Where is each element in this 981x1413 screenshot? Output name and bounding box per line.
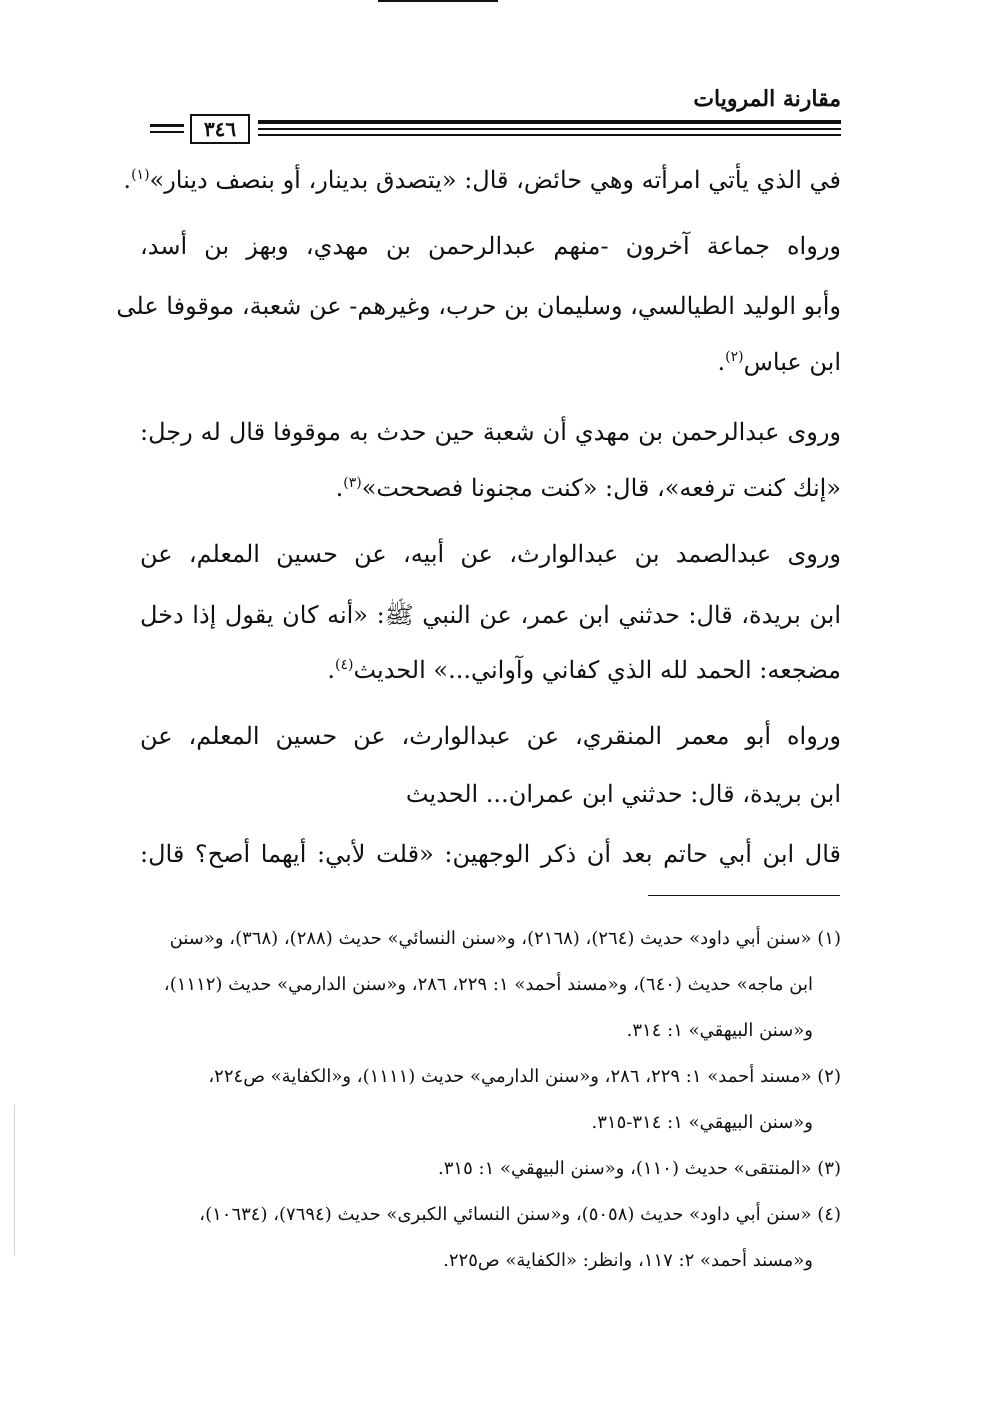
- body-line: في الذي يأتي امرأته وهي حائض، قال: «يتصدق بدينار، أو بنصف دينار»$^{(١)}$.: [123, 166, 841, 194]
- body-line: ورواه أبو معمر المنقري، عن عبدالوارث، عن حسين المعلم، عن: [140, 722, 841, 750]
- body-line: ابن عباس$^{(٢)}$.: [717, 348, 841, 376]
- footnotes: [116, 0, 841, 1300]
- footnote-line: و«مسند أحمد» ٢: ١١٧، وانظر: «الكفاية» ص٢٢٥.: [443, 1250, 813, 1271]
- body-line: «إنك كنت ترفعه»، قال: «كنت مجنونا فصححت»$^{(٣)}$.: [335, 474, 841, 502]
- page-number: ٣٤٦: [190, 114, 250, 144]
- footnote-line: (٤) «سنن أبي داود» حديث (٥٠٥٨)، و«سنن النسائي الكبرى» حديث (٧٦٩٤)، (١٠٦٣٤)،: [199, 1204, 841, 1225]
- body-line: قال ابن أبي حاتم بعد أن ذكر الوجهين: «قلت لأبي: أيهما أصح؟ قال:: [140, 840, 841, 868]
- body-line: ابن بريدة، قال: حدثني ابن عمر، عن النبي ﷺ: «أنه كان يقول إذا دخل: [140, 601, 841, 629]
- footnote-line: و«سنن البيهقي» ١: ٣١٤-٣١٥.: [591, 1112, 813, 1133]
- footnote-line: (٢) «مسند أحمد» ١: ٢٢٩، ٢٨٦، و«سنن الدارمي» حديث (١١١١)، و«الكفاية» ص٢٢٤،: [208, 1066, 841, 1087]
- footnote-line: (٣) «المنتقى» حديث (١١٠)، و«سنن البيهقي» ١: ٣١٥.: [438, 1158, 841, 1179]
- body-line: ورواه جماعة آخرون -منهم عبدالرحمن بن مهدي، وبهز بن أسد،: [140, 232, 841, 260]
- scan-margin-mark: [14, 1105, 15, 1255]
- body-line: ابن بريدة، قال: حدثني ابن عمران... الحديث: [405, 780, 841, 808]
- footnote-line: (١) «سنن أبي داود» حديث (٢٦٤)، (٢١٦٨)، و«سنن النسائي» حديث (٢٨٨)، (٣٦٨)، و«سنن: [169, 928, 841, 949]
- body-line: وأبو الوليد الطيالسي، وسليمان بن حرب، وغيرهم- عن شعبة، موقوفا على: [116, 292, 841, 320]
- footnote-line: و«سنن البيهقي» ١: ٣١٤.: [626, 1020, 813, 1041]
- body-line: مضجعه: الحمد لله الذي كفاني وآواني...» الحديث$^{(٤)}$.: [327, 656, 841, 684]
- footnote-marker: (٤): [334, 657, 354, 673]
- running-title: مقارنة المرويات: [693, 86, 841, 112]
- footnote-line: ابن ماجه» حديث (٦٤٠)، و«مسند أحمد» ١: ٢٢٩، ٢٨٦، و«سنن الدارمي» حديث (١١١٢)،: [163, 974, 813, 995]
- body-line: وروى عبدالصمد بن عبدالوارث، عن أبيه، عن حسين المعلم، عن: [140, 540, 841, 568]
- body-line: وروى عبدالرحمن بن مهدي أن شعبة حين حدث به موقوفا قال له رجل:: [140, 418, 841, 446]
- footnote-marker: (٣): [343, 475, 362, 491]
- footnote-marker: (٢): [725, 349, 744, 365]
- footnote-marker: (١): [131, 167, 150, 183]
